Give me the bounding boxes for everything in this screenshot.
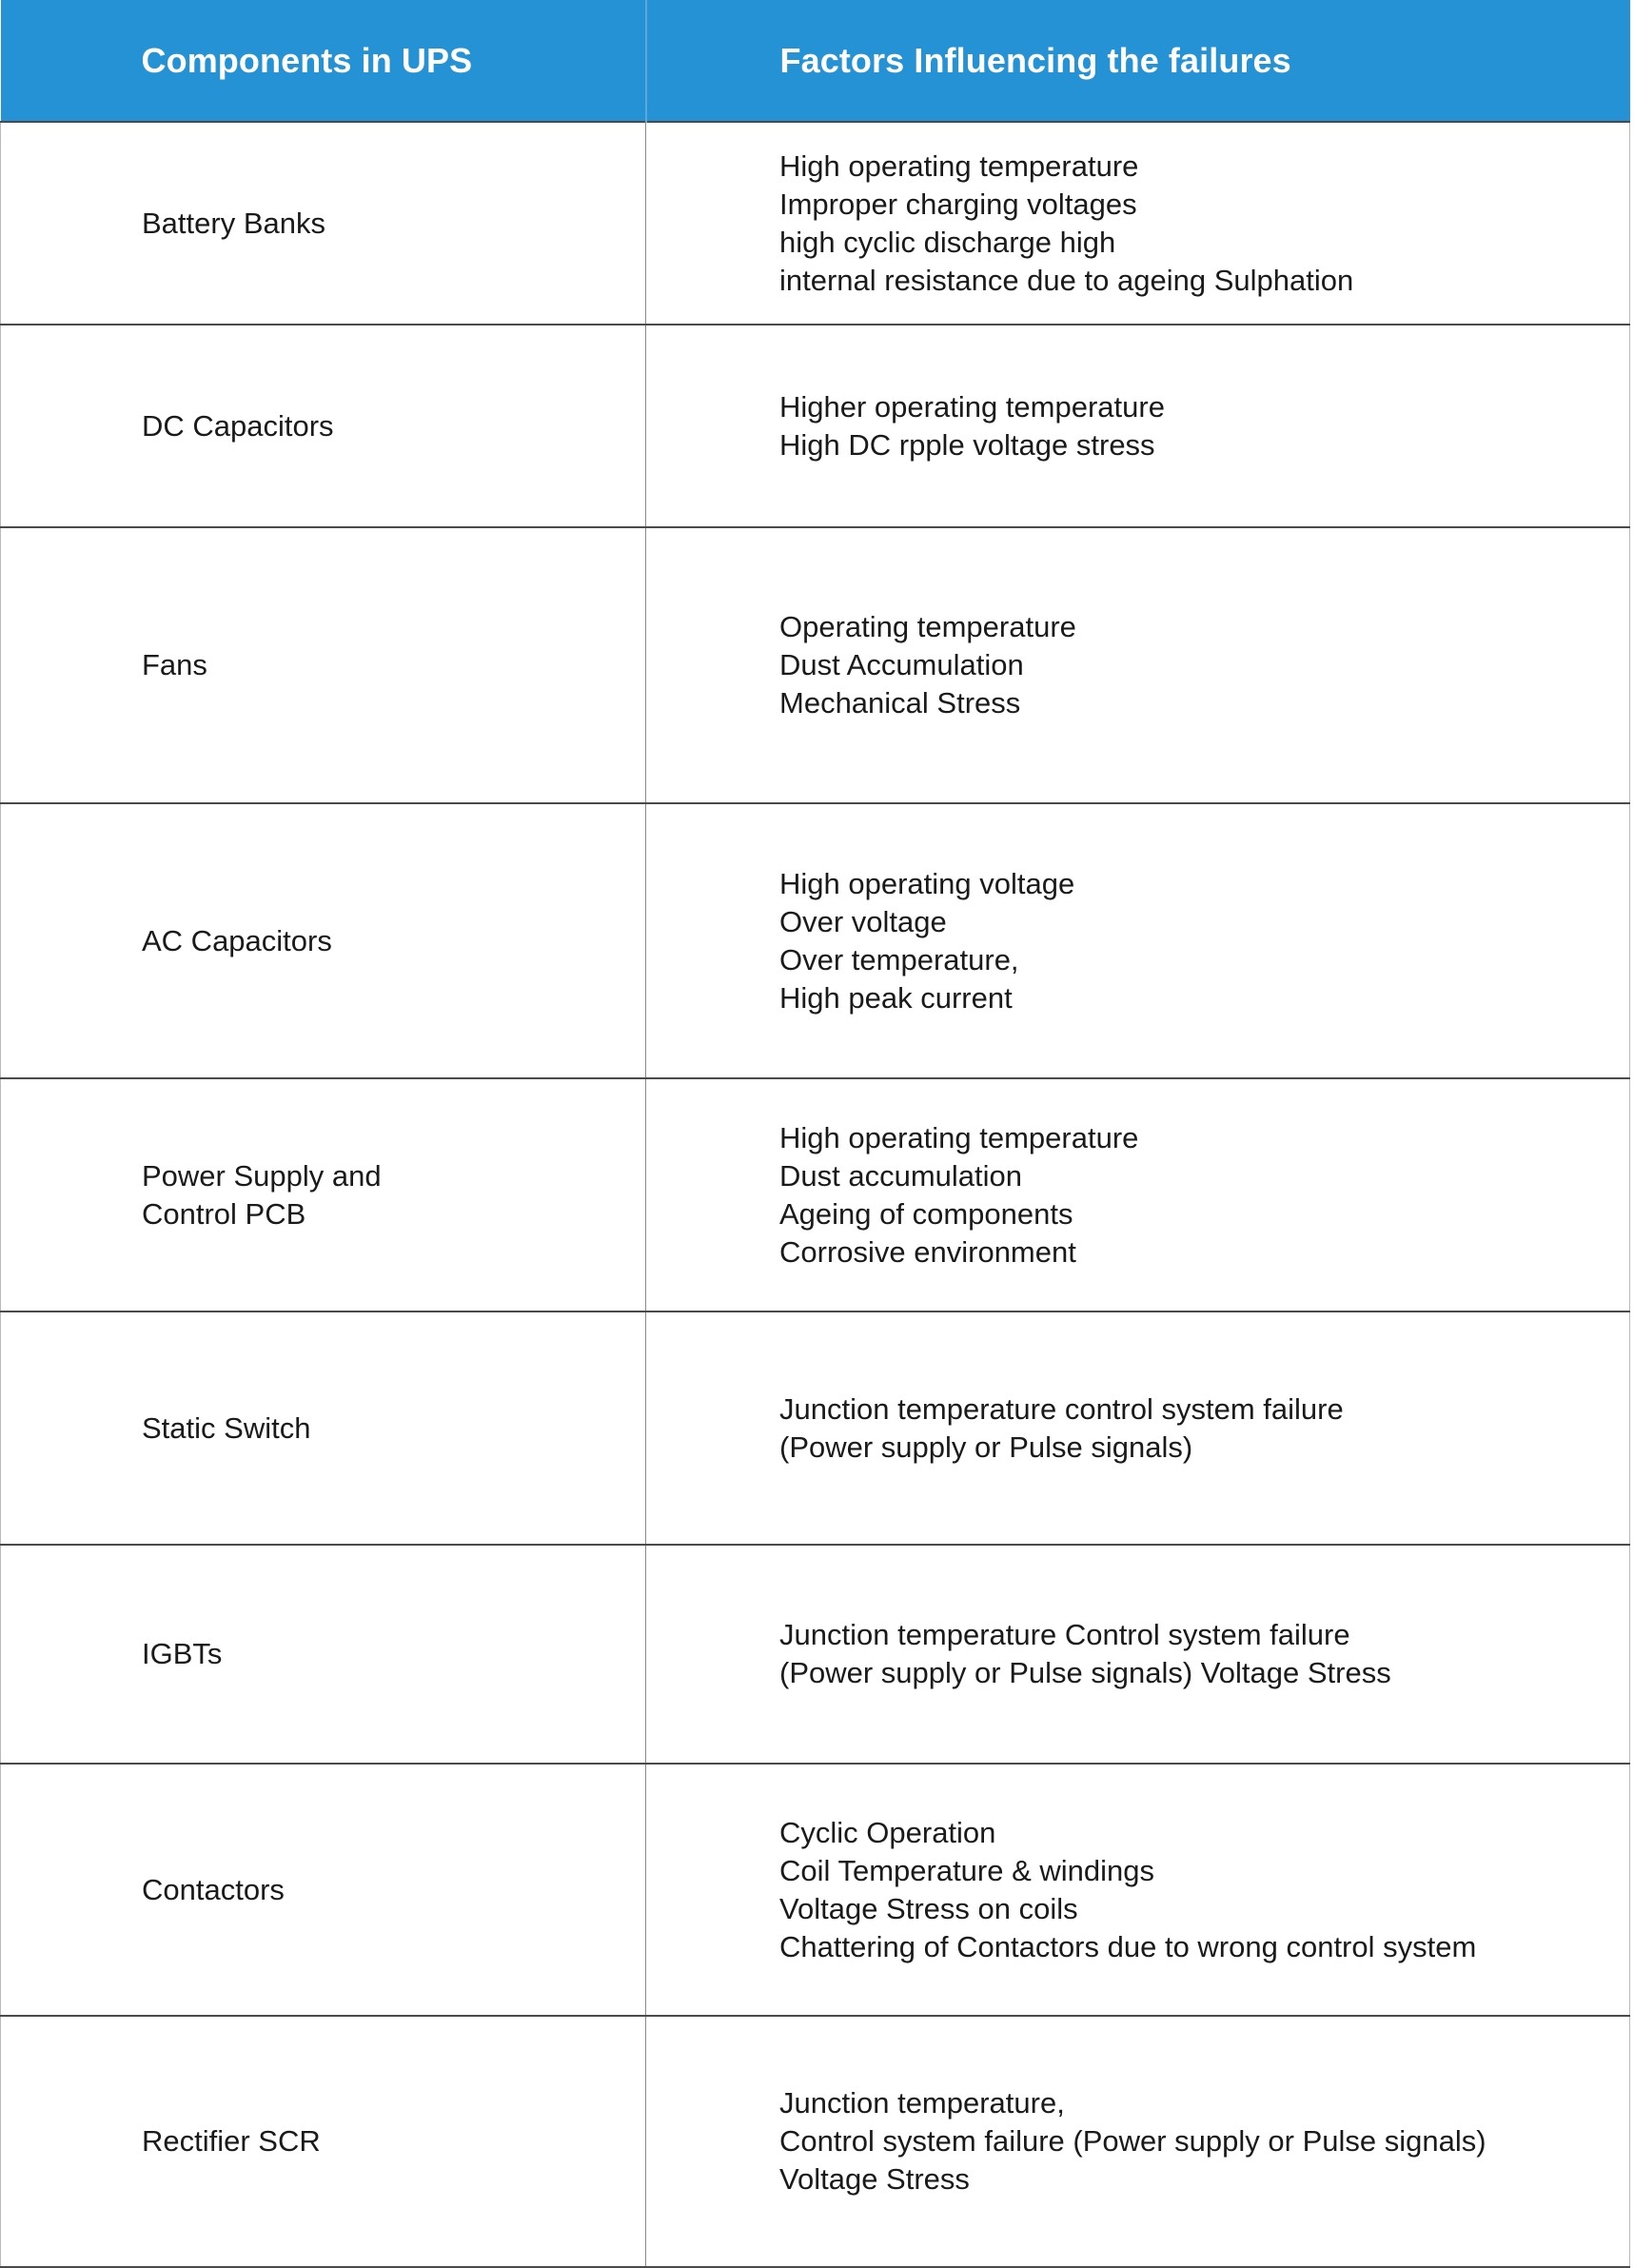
factor-line: High operating temperature — [779, 1120, 1139, 1154]
factors-cell — [646, 325, 1630, 527]
factor-line: Corrosive environment — [779, 1234, 1076, 1269]
factors-list — [779, 148, 1620, 300]
factors-list — [779, 1119, 1620, 1272]
component-name — [142, 922, 632, 960]
factors-list — [779, 2084, 1620, 2199]
factor-line: Dust Accumulation — [779, 648, 1024, 681]
factor-line: Operating temperature — [779, 610, 1076, 643]
component-line: DC Capacitors — [142, 408, 334, 443]
component-line: Fans — [142, 648, 207, 681]
header-row — [1, 0, 1630, 122]
component-cell — [1, 527, 646, 803]
component-name — [142, 1157, 632, 1233]
factor-line: High peak current — [779, 980, 1013, 1015]
factors-cell — [646, 122, 1630, 325]
component-cell — [1, 2016, 646, 2267]
factor-line: internal resistance due to ageing Sulphation — [779, 263, 1354, 297]
component-line: Contactors — [142, 1872, 285, 1906]
component-name — [142, 205, 632, 243]
factor-line: Improper charging voltages — [779, 187, 1137, 221]
factors-cell — [646, 527, 1630, 803]
factor-line: Cyclic Operation — [779, 1815, 996, 1849]
table-row — [1, 122, 1630, 325]
component-name — [142, 2122, 632, 2160]
component-line: Power Supply and — [142, 1158, 382, 1193]
factor-line: (Power supply or Pulse signals) Voltage Stress — [779, 1656, 1391, 1689]
column-header-factors: Factors Influencing the failures — [646, 0, 1630, 122]
factor-line: Control system failure (Power supply or Pulse signals) — [779, 2124, 1486, 2158]
component-name — [142, 646, 632, 684]
factor-line: high cyclic discharge high — [779, 225, 1116, 259]
factor-line: Voltage Stress — [779, 2162, 970, 2196]
factor-line: (Power supply or Pulse signals) — [779, 1430, 1193, 1464]
table-row — [1, 803, 1630, 1078]
component-cell — [1, 325, 646, 527]
component-cell — [1, 1545, 646, 1764]
component-cell — [1, 1764, 646, 2016]
factors-list — [779, 1616, 1620, 1692]
factor-line: Junction temperature, — [779, 2086, 1065, 2120]
factors-cell — [646, 1764, 1630, 2016]
factors-cell — [646, 803, 1630, 1078]
component-name — [142, 1871, 632, 1909]
factor-line: Dust accumulation — [779, 1158, 1023, 1193]
table-row — [1, 527, 1630, 803]
component-cell — [1, 122, 646, 325]
table-row — [1, 1311, 1630, 1545]
table-row — [1, 1078, 1630, 1311]
component-line: IGBTs — [142, 1637, 223, 1670]
factor-line: Over temperature, — [779, 942, 1019, 976]
factor-line: High operating temperature — [779, 148, 1139, 183]
factors-cell — [646, 1545, 1630, 1764]
factors-cell — [646, 1311, 1630, 1545]
factors-list — [779, 865, 1620, 1017]
factor-line: Coil Temperature & windings — [779, 1853, 1155, 1887]
factors-cell — [646, 2016, 1630, 2267]
factors-list — [779, 1390, 1620, 1467]
table-header — [1, 0, 1630, 122]
component-cell — [1, 803, 646, 1078]
factor-line: High DC rpple voltage stress — [779, 427, 1155, 462]
factor-line: Mechanical Stress — [779, 686, 1021, 720]
component-cell — [1, 1311, 646, 1545]
component-name — [142, 1635, 632, 1673]
component-line: Rectifier SCR — [142, 2124, 321, 2158]
factors-cell — [646, 1078, 1630, 1311]
component-name — [142, 407, 632, 445]
factor-line: Chattering of Contactors due to wrong control system — [779, 1929, 1477, 1963]
table-row — [1, 2016, 1630, 2267]
table-row — [1, 1545, 1630, 1764]
factor-line: Ageing of components — [779, 1196, 1073, 1231]
factor-line: Junction temperature control system failure — [779, 1391, 1344, 1426]
table-row — [1, 325, 1630, 527]
factor-line: Voltage Stress on coils — [779, 1891, 1078, 1925]
component-line: Battery Banks — [142, 206, 325, 240]
table-row — [1, 1764, 1630, 2016]
component-cell — [1, 1078, 646, 1311]
factor-line: High operating voltage — [779, 866, 1075, 900]
component-line: Control PCB — [142, 1196, 306, 1231]
factors-list — [779, 388, 1620, 464]
factors-list — [779, 608, 1620, 722]
column-header-components: Components in UPS — [1, 0, 646, 122]
component-name — [142, 1410, 632, 1448]
factor-line: Higher operating temperature — [779, 389, 1165, 424]
table-body — [1, 122, 1630, 2267]
factors-list — [779, 1814, 1620, 1966]
factor-line: Junction temperature Control system failure — [779, 1618, 1350, 1651]
component-line: AC Capacitors — [142, 923, 332, 957]
component-line: Static Switch — [142, 1410, 311, 1445]
factor-line: Over voltage — [779, 904, 947, 938]
